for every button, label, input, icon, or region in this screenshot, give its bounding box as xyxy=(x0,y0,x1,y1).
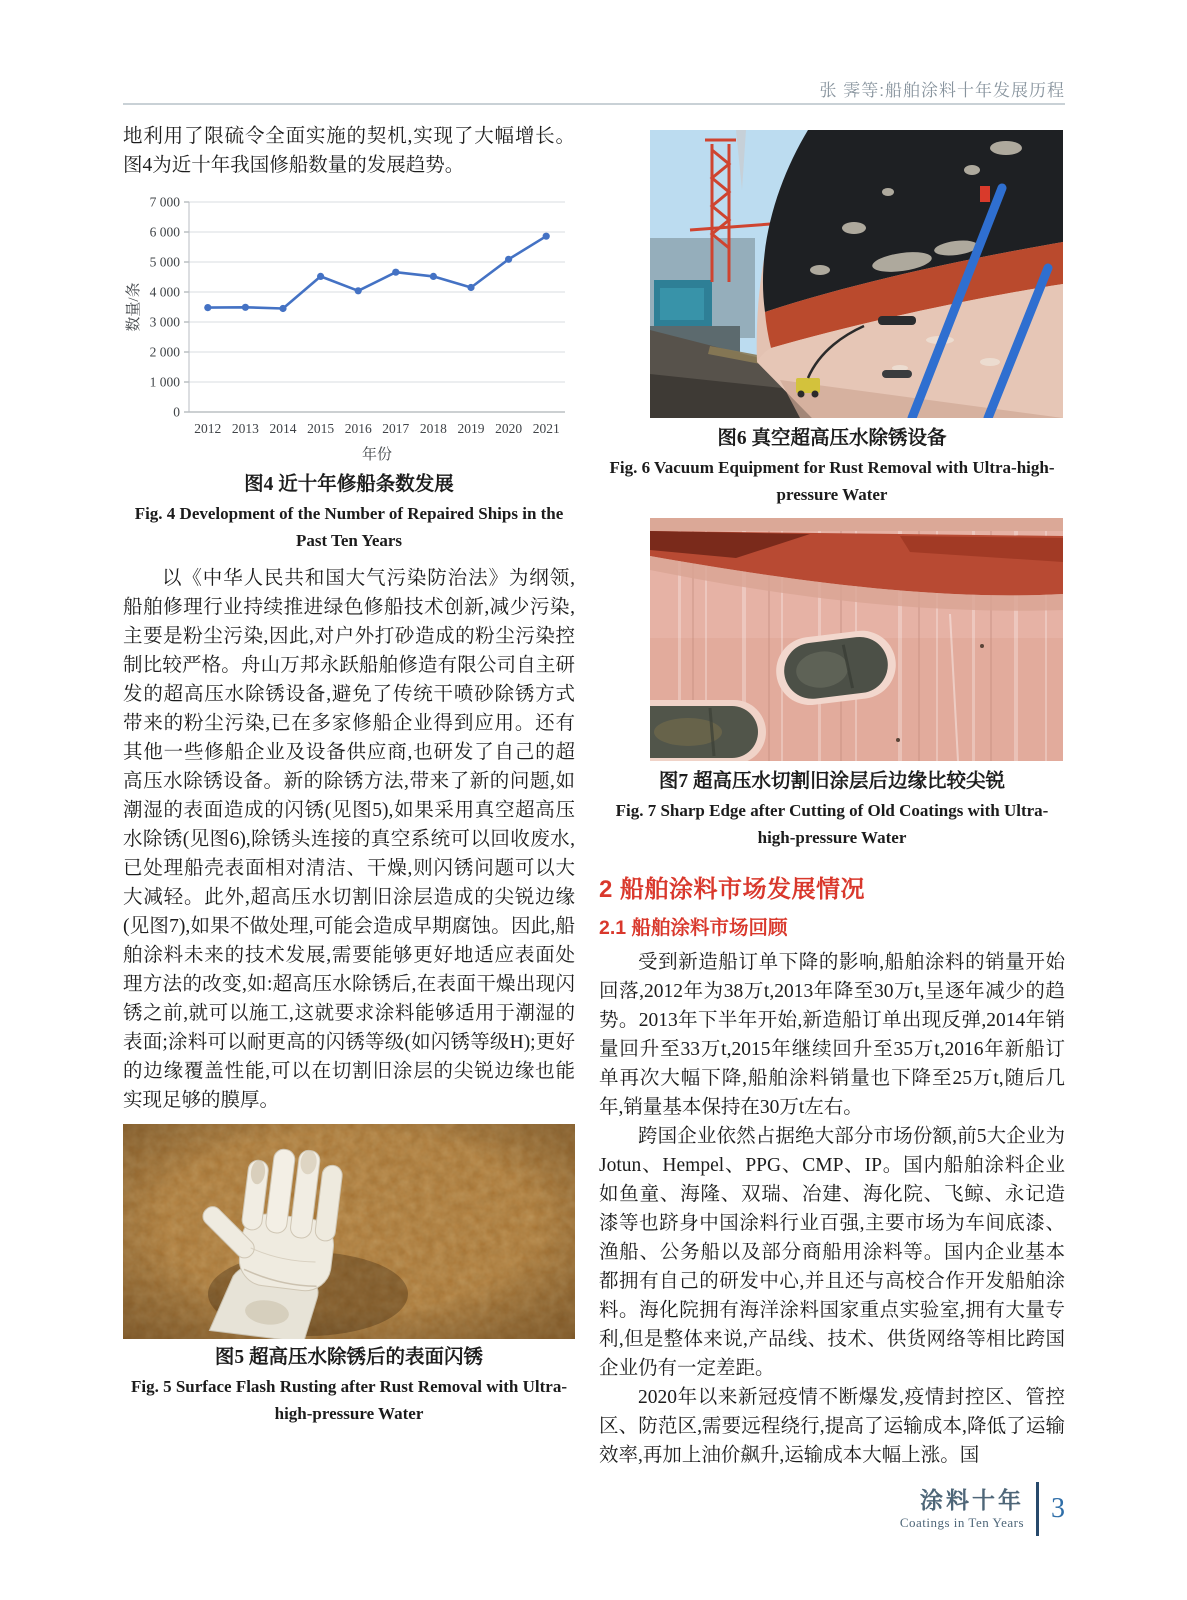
figure4-caption-cn: 图4 近十年修船条数发展 xyxy=(244,474,454,495)
footer-divider-bar xyxy=(1036,1482,1039,1536)
svg-text:6 000: 6 000 xyxy=(149,224,180,240)
running-title: 张 霁等:船舶涂料十年发展历程 xyxy=(819,81,1065,100)
svg-text:4 000: 4 000 xyxy=(149,284,180,300)
svg-text:年份: 年份 xyxy=(361,447,393,463)
svg-text:2013: 2013 xyxy=(231,421,259,436)
svg-text:2016: 2016 xyxy=(344,421,372,436)
left-column xyxy=(123,122,575,1470)
drydock-ship-image xyxy=(650,130,1063,418)
svg-text:5 000: 5 000 xyxy=(149,254,180,270)
right-column xyxy=(599,122,1065,1470)
svg-text:2017: 2017 xyxy=(382,421,410,436)
running-header xyxy=(123,76,1065,101)
svg-text:3 000: 3 000 xyxy=(149,314,180,330)
figure5-caption xyxy=(123,1343,575,1427)
cut-coating-edge-image xyxy=(650,518,1063,761)
svg-text:2 000: 2 000 xyxy=(149,344,180,360)
figure7-caption-cn: 图7 超高压水切割旧涂层后边缘比较尖锐 xyxy=(658,771,1006,792)
svg-text:0: 0 xyxy=(173,404,180,420)
page-number: 3 xyxy=(1051,1493,1065,1524)
left-main-paragraph: 以《中华人民共和国大气污染防治法》为纲领,船舶修理行业持续推进绿色修船技术创新,减少污染,主要是粉尘污染,因此,对户外打砂造成的粉尘污染控制比较严格。舟山万邦永跃船舶修造有限公司自主研发的超高压水除锈设备,避免了传统干喷砂除锈方式带来的粉尘污染,已在多家修船企业得到应用。还有其他一些修船企业及设备供应商,也研发了自己的超高压水除锈设备。新的除锈方法,带来了新的问题,如潮湿的表面造成的闪锈(见图5),如果采用真空超高压水除锈(见图6),除锈头连接的真空系统可以回收废水,已处理船壳表面相对清洁、干燥,则闪锈问题可以大大减轻。此外,超高压水切割旧涂层造成的尖锐边缘(见图7),如果不做处理,可能会造成早期腐蚀。因此,船舶涂料未来的技术发展,需要能够更好地适应表面处理方法的改变,如:超高压水除锈后,在表面干燥出现闪锈之前,就可以施工,这就要求涂料能够适用于潮湿的表面;涂料可以耐更高的闪锈等级(如闪锈等级H);更好的边缘覆盖性能,可以在切割旧涂层的尖锐边缘也能实现足够的膜厚。 xyxy=(123,568,575,1111)
figure5-photo xyxy=(123,1124,575,1339)
journal-mark xyxy=(900,1488,1024,1531)
section-2-1-heading: 2.1 船舶涂料市场回顾 xyxy=(599,917,788,939)
figure6-caption-en: Fig. 6 Vacuum Equipment for Rust Removal with Ultra-high-pressure Water xyxy=(609,458,1055,504)
svg-text:2015: 2015 xyxy=(307,421,335,436)
figure4-chart xyxy=(123,188,575,466)
market-paragraph-2: 跨国企业依然占据绝大部分市场份额,前5大企业为Jotun、Hempel、PPG、CMP、IP。国内船舶涂料企业如鱼童、海隆、双瑞、冶建、海化院、飞鲸、永记造漆等也跻身中国涂料行业百强,主要市场为车间底漆、渔船、公务船以及部分商船用涂料等。国内企业基本都拥有自己的研发中心,并且还与高校合作开发船舶涂料。海化院拥有海洋涂料国家重点实验室,拥有大量专利,但是整体来说,产品线、技术、供货网络等相比跨国企业仍有一定差距。 xyxy=(599,1126,1065,1379)
svg-text:2021: 2021 xyxy=(532,421,560,436)
intro-paragraph: 地利用了限硫令全面实施的契机,实现了大幅增长。图4为近十年我国修船数量的发展趋势。 xyxy=(123,126,575,176)
svg-text:数量/条: 数量/条 xyxy=(126,282,142,332)
journal-title-en: Coatings in Ten Years xyxy=(899,1514,1024,1530)
figure6-caption-cn: 图6 真空超高压水除锈设备 xyxy=(717,428,947,449)
svg-text:2014: 2014 xyxy=(269,421,297,436)
figure5-caption-cn: 图5 超高压水除锈后的表面闪锈 xyxy=(214,1347,484,1368)
figure7-photo xyxy=(650,518,1063,761)
market-paragraph-3: 2020年以来新冠疫情不断爆发,疫情封控区、管控区、防范区,需要远程绕行,提高了运输成本,降低了运输效率,再加上油价飙升,运输成本大幅上涨。国 xyxy=(599,1387,1065,1466)
svg-text:2012: 2012 xyxy=(194,421,222,436)
page-footer xyxy=(900,1482,1065,1536)
svg-text:1 000: 1 000 xyxy=(149,374,180,390)
svg-text:2020: 2020 xyxy=(495,421,523,436)
svg-text:2018: 2018 xyxy=(419,421,447,436)
figure6-caption xyxy=(599,424,1065,508)
flash-rust-glove-image xyxy=(123,1124,575,1339)
section-2-heading: 2 船舶涂料市场发展情况 xyxy=(599,876,866,903)
figure7-caption-en: Fig. 7 Sharp Edge after Cutting of Old Coatings with Ultra-high-pressure Water xyxy=(615,801,1049,847)
two-column-body xyxy=(123,122,1065,1470)
figure4-caption xyxy=(123,470,575,554)
figure4-caption-en: Fig. 4 Development of the Number of Repaired Ships in the Past Ten Years xyxy=(134,504,564,550)
figure7-caption xyxy=(599,767,1065,851)
figure5-caption-en: Fig. 5 Surface Flash Rusting after Rust Removal with Ultra-high-pressure Water xyxy=(131,1377,567,1423)
figure6-photo xyxy=(650,130,1063,418)
svg-text:2019: 2019 xyxy=(457,421,485,436)
svg-text:7 000: 7 000 xyxy=(149,194,180,210)
repaired-ships-line-chart xyxy=(123,188,575,466)
header-divider xyxy=(123,103,1065,105)
market-paragraph-1: 受到新造船订单下降的影响,船舶涂料的销量开始回落,2012年为38万t,2013年降至30万t,呈逐年减少的趋势。2013年下半年开始,新造船订单出现反弹,2014年销量回升至33万t,2015年继续回升至35万t,2016年新船订单再次大幅下降,船舶涂料销量也下降至25万t,随后几年,销量基本保持在30万t左右。 xyxy=(599,952,1065,1118)
journal-title-cn: 涂料十年 xyxy=(920,1487,1024,1513)
